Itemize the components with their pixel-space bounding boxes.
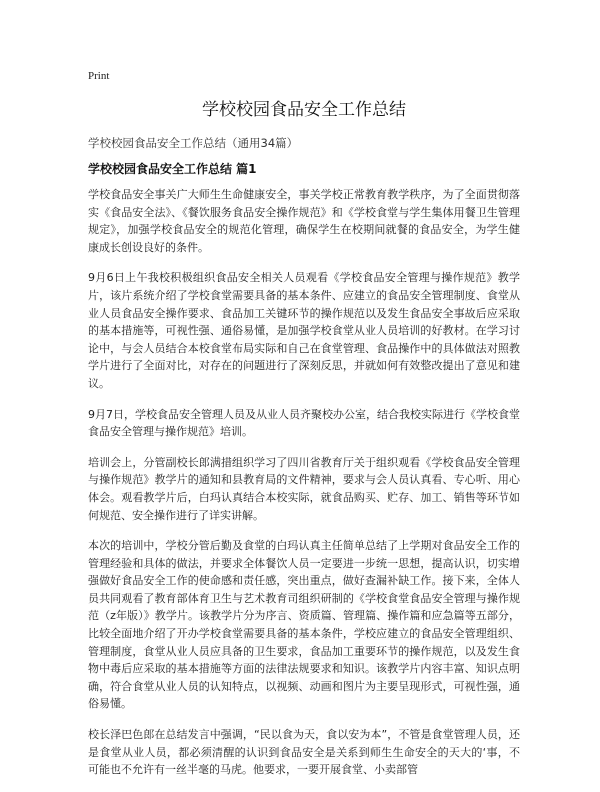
paragraph: 本次的培训中，学校分管后勤及食堂的白玛认真主任简单总结了上学期对食品安全工作的管理经验和具体的做法，并要求全体餐饮人员一定要进一步统一思想，提高认识，切实增强做好食品安全工作的使命感和责任感，突出重点，做好查漏补缺工作。接下来，全体人员共同观看了教育部体育卫生与艺术教育司组织研制的《学校食堂食品安全管理与操作规范（z年版）》教学片。该教学片分为序言、资质篇、管理篇、操作篇和应急篇等五部分，比较全面地介绍了开办学校食堂需要具备的基本条件，学校应建立的食品安全管理组织、管理制度，食堂从业人员应具备的卫生要求，食品加工重要环节的操作规范，以及发生食物中毒后应采取的基本措施等方面的法律法规要求和知识。该教学片内容丰富、知识点明确，符合食堂从业人员的认知特点，以视频、动画和图片为主要呈现形式，可视性强，通俗易懂。 xyxy=(88,539,520,711)
paragraph: 学校食品安全事关广大师生生命健康安全，事关学校正常教育教学秩序，为了全面贯彻落实《食品安全法》、《餐饮服务食品安全操作规范》和《学校食堂与学生集体用餐卫生管理规定》，加强学校食品安全的规范化管理，确保学生在校期间就餐的食品安全，为学生健康成长创设良好的条件。 xyxy=(88,188,520,254)
paragraph: 校长泽巴色郎在总结发言中强调，“民以食为天，食以安为本”，不管是食堂管理人员，还是食堂从业人员，都必须清醒的认识到食品安全是关系到师生生命安全的天大的‘事，不可能也不允许有一丝半毫的马虎。他要求，一要开展食堂、小卖部管 xyxy=(88,728,520,777)
paragraph: 9月6日上午我校积极组织食品安全相关人员观看《学校食品安全管理与操作规范》教学片，该片系统介绍了学校食堂需要具备的基本条件、应建立的食品安全管理制度、食堂从业人员食品安全操作要求、食品加工关键环节的操作规范以及发生食品安全事故后应采取的基本措施等，可视性强、通俗易懂，是加强学校食堂从业人员培训的好教材。在学习讨论中，与会人员结合本校食堂布局实际和自己在食堂管理、食品操作中的具体做法对照教学片进行了全面对比，对存在的问题进行了深刻反思，并就如何有效整改提出了意见和建议。 xyxy=(88,271,520,390)
print-link[interactable]: Print xyxy=(88,70,110,82)
paragraph: 培训会上，分管副校长郎满措组织学习了四川省教育厅关于组织观看《学校食品安全管理与操作规范》教学片的通知和县教育局的文件精神，要求与会人员认真看、专心听、用心体会。观看教学片后，白玛认真结合本校实际，就食品购买、贮存、加工、销售等环节如何规范、安全操作进行了详实讲解。 xyxy=(88,455,520,522)
paragraph: 9月7日，学校食品安全管理人员及从业人员齐聚校办公室，结合我校实际进行《学校食堂食品安全管理与操作规范》培训。 xyxy=(88,407,520,439)
document-subtitle: 学校校园食品安全工作总结（通用34篇） xyxy=(88,136,299,150)
page-title: 学校校园食品安全工作总结 xyxy=(202,100,406,120)
section-heading: 学校校园食品安全工作总结 篇1 xyxy=(88,162,257,176)
document-body xyxy=(88,186,520,792)
